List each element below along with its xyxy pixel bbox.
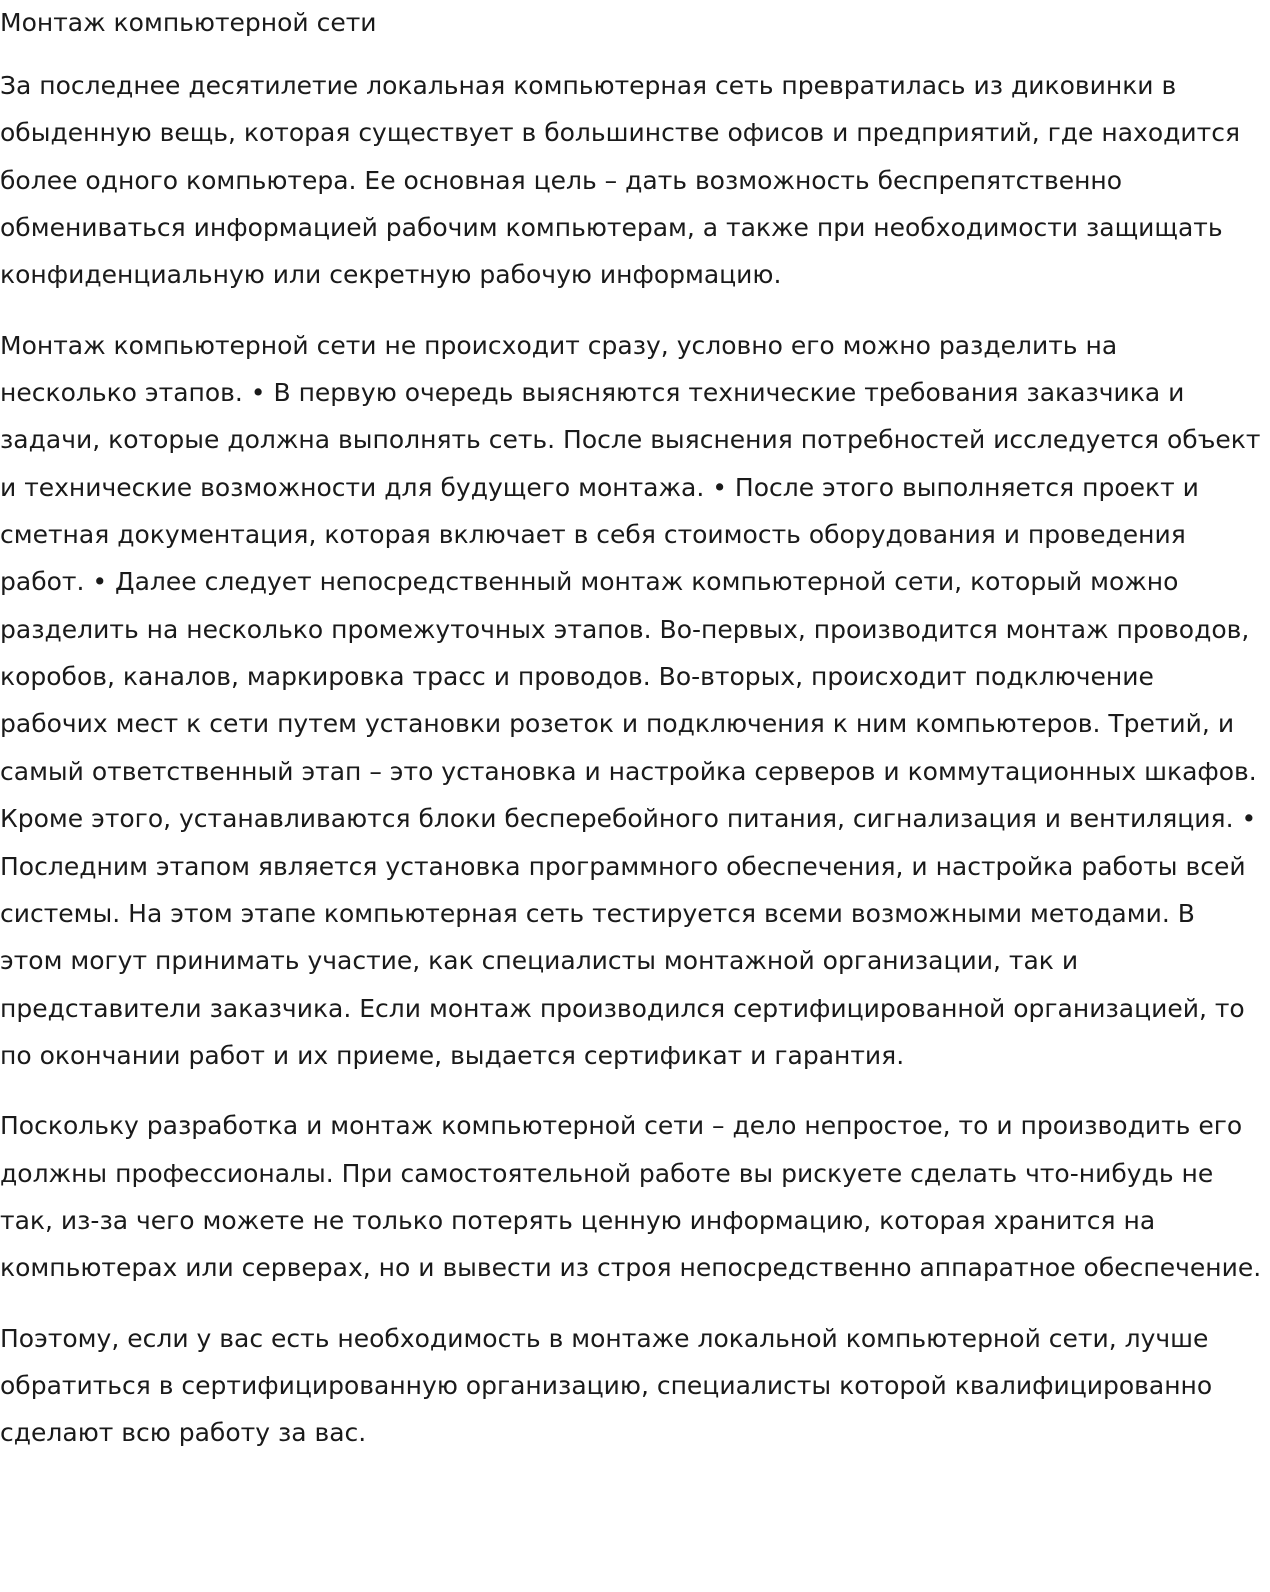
paragraph-stages: Монтаж компьютерной сети не происходит сразу, условно его можно разделить на несколько этапов. • В первую очередь выясняются технические требования заказчика и задачи, которые должна выполнять сеть. После выяснения потребностей исследуется объект и технические возможности для будущего монтажа. • После этого выполняется проект и сметная документация, которая включает в себя стоимость оборудования и проведения работ. • Далее следует непосредственный монтаж компьютерной сети, который можно разделить на несколько промежуточных этапов. Во-первых, производится монтаж проводов, коробов, каналов, маркировка трасс и проводов. Во-вторых, происходит подключение рабочих мест к сети путем установки розеток и подключения к ним компьютеров. Третий, и самый ответственный этап – это установка и настройка серверов и коммутационных шкафов. Кроме этого, устанавливаются блоки бесперебойного питания, сигнализация и вентиляция. • Последним этапом является установка программного обеспечения, и настройка работы всей системы. На этом этапе компьютерная сеть тестируется всеми возможными методами. В этом могут принимать участие, как специалисты монтажной организации, так и представители заказчика. Если монтаж производился сертифицированной организацией, то по окончании работ и их приеме, выдается сертификат и гарантия.: [0, 330, 1261, 1070]
paragraph-intro: За последнее десятилетие локальная компьютерная сеть превратилась из диковинки в обыденную вещь, которая существует в большинстве офисов и предприятий, где находится более одного компьютера. Ее основная цель – дать возможность беспрепятственно обмениваться информацией рабочим компьютерам, а также при необходимости защищать конфиденциальную или секретную рабочую информацию.: [0, 71, 1241, 290]
paragraph-professionals: Поскольку разработка и монтаж компьютерной сети – дело непростое, то и производить его должны профессионалы. При самостоятельной работе вы рискуете сделать что-нибудь не так, из-за чего можете не только потерять ценную информацию, которая хранится на компьютерах или серверах, но и вывести из строя непосредственно аппаратное обеспечение.: [0, 1111, 1262, 1283]
document-title: Монтаж компьютерной сети: [0, 8, 377, 37]
paragraph-conclusion: Поэтому, если у вас есть необходимость в монтаже локальной компьютерной сети, лучше обратиться в сертифицированную организацию, специалисты которой квалифицированно сделают всю работу за вас.: [0, 1323, 1213, 1448]
